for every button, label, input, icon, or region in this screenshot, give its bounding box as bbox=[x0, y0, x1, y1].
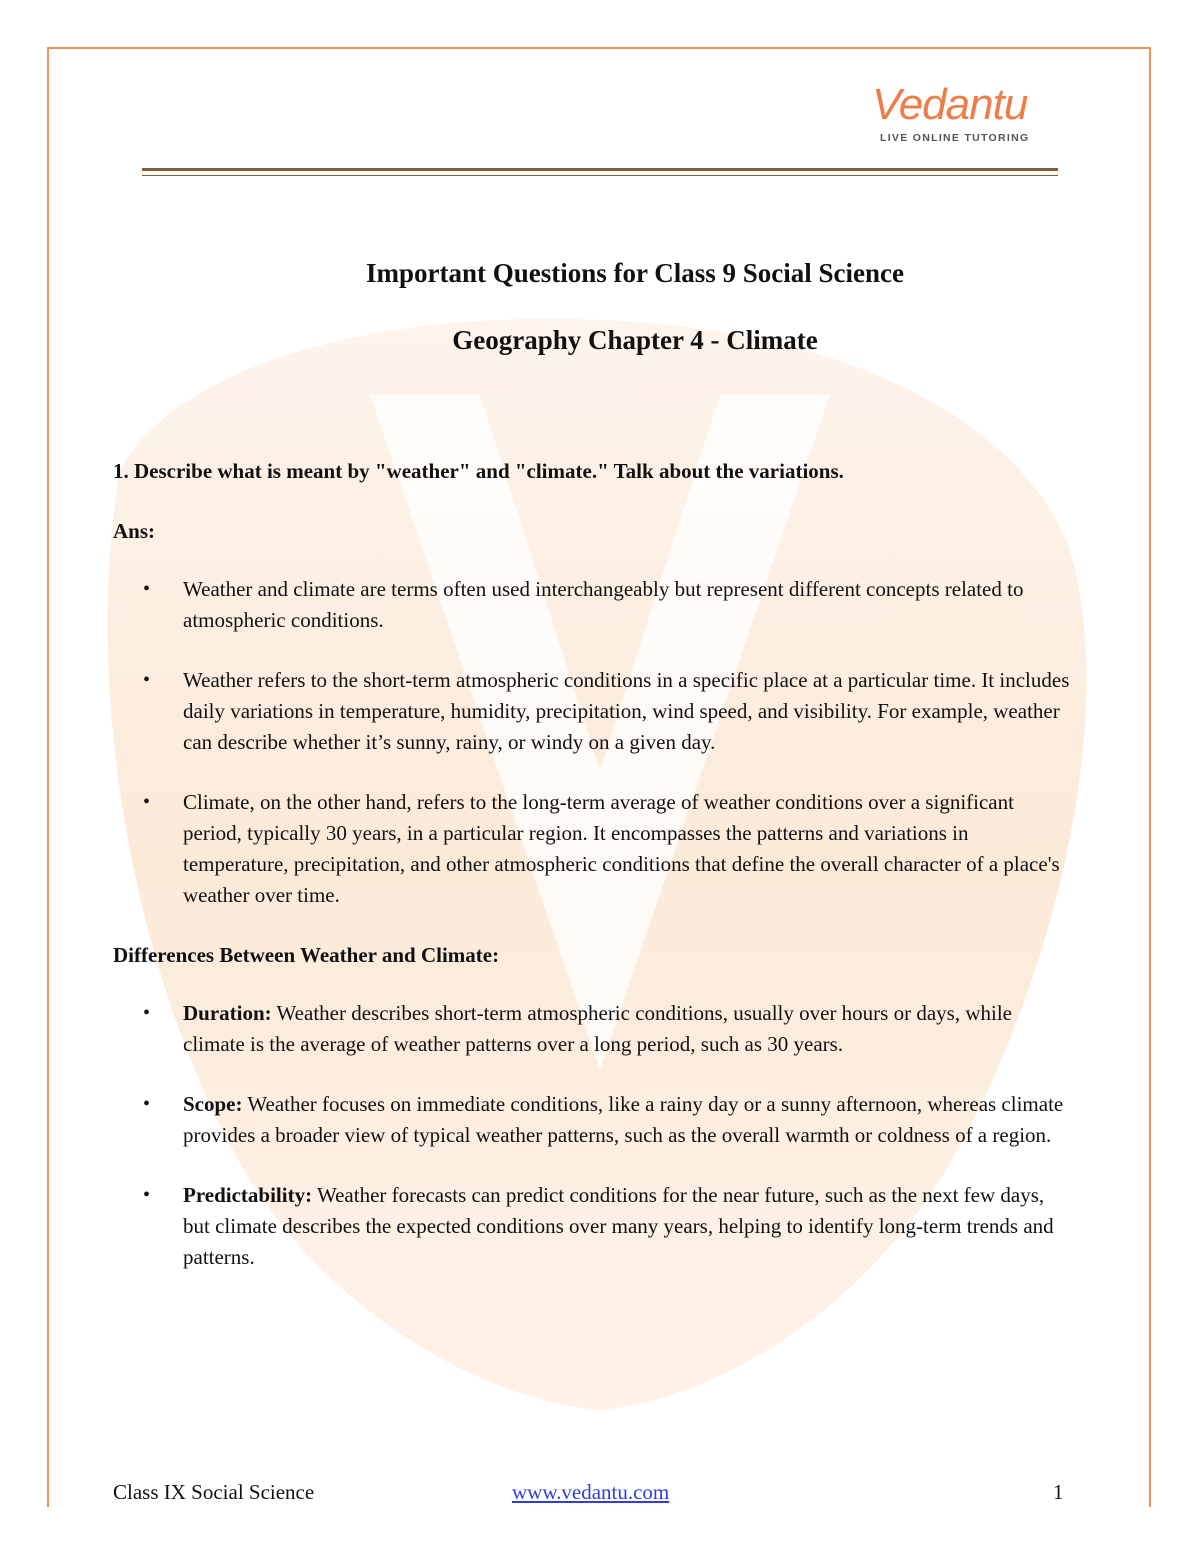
answer-label: Ans: bbox=[113, 519, 156, 543]
bullet-icon: • bbox=[143, 578, 151, 600]
answer-point-2: Weather refers to the short-term atmospheric conditions in a specific place at a particular time. It includes daily variations in temperature, humidity, precipitation, wind speed, and visibility. For example, weather can describe whether it’s sunny, rainy, or windy on a given day. bbox=[183, 668, 1070, 754]
differences-list bbox=[113, 998, 1073, 1273]
page-title: Important Questions for Class 9 Social Science bbox=[366, 258, 904, 288]
document-body bbox=[113, 456, 1073, 1302]
bullet-icon: • bbox=[143, 669, 151, 691]
bullet-icon: • bbox=[143, 1002, 151, 1024]
list-item bbox=[113, 998, 1073, 1060]
logo-tagline: LIVE ONLINE TUTORING bbox=[880, 132, 1030, 144]
answer-point-1: Weather and climate are terms often used interchangeably but represent different concepts related to atmospheric conditions. bbox=[183, 577, 1024, 632]
difference-term: Duration: bbox=[183, 1001, 272, 1025]
difference-text: Weather focuses on immediate conditions, like a rainy day or a sunny afternoon, whereas climate provides a broader view of typical weather patterns, such as the overall warmth or coldness of a region. bbox=[183, 1092, 1064, 1147]
difference-text: Weather forecasts can predict conditions for the near future, such as the next few days, but climate describes the expected conditions over many years, helping to identify long-term trends and patterns. bbox=[183, 1183, 1054, 1269]
list-item bbox=[113, 1089, 1073, 1151]
differences-heading: Differences Between Weather and Climate: bbox=[113, 943, 500, 967]
footer-class-label: Class IX Social Science bbox=[113, 1480, 315, 1504]
page-number: 1 bbox=[1053, 1480, 1064, 1504]
vedantu-logo bbox=[872, 80, 1042, 150]
list-item bbox=[113, 787, 1073, 911]
list-item bbox=[113, 574, 1073, 636]
answer-point-3: Climate, on the other hand, refers to the long-term average of weather conditions over a significant period, typically 30 years, in a particular region. It encompasses the patterns and variations in temperature, precipitation, and other atmospheric conditions that define the overall character of a place's weather over time. bbox=[183, 790, 1060, 907]
list-item bbox=[113, 665, 1073, 758]
footer-website-link[interactable]: www.vedantu.com bbox=[512, 1480, 670, 1504]
page-subtitle: Geography Chapter 4 - Climate bbox=[452, 325, 818, 355]
difference-term: Predictability: bbox=[183, 1183, 313, 1207]
difference-text: Weather describes short-term atmospheric conditions, usually over hours or days, while climate is the average of weather patterns over a long period, such as 30 years. bbox=[183, 1001, 1012, 1056]
bullet-icon: • bbox=[143, 1184, 151, 1206]
list-item bbox=[113, 1180, 1073, 1273]
question-text: 1. Describe what is meant by "weather" and "climate." Talk about the variations. bbox=[113, 459, 844, 483]
answer-list bbox=[113, 574, 1073, 911]
bullet-icon: • bbox=[143, 791, 151, 813]
header-rule-thin bbox=[142, 175, 1058, 176]
difference-term: Scope: bbox=[183, 1092, 243, 1116]
header-rule bbox=[142, 168, 1058, 171]
bullet-icon: • bbox=[143, 1093, 151, 1115]
logo-wordmark: Vedantu bbox=[872, 80, 1028, 129]
